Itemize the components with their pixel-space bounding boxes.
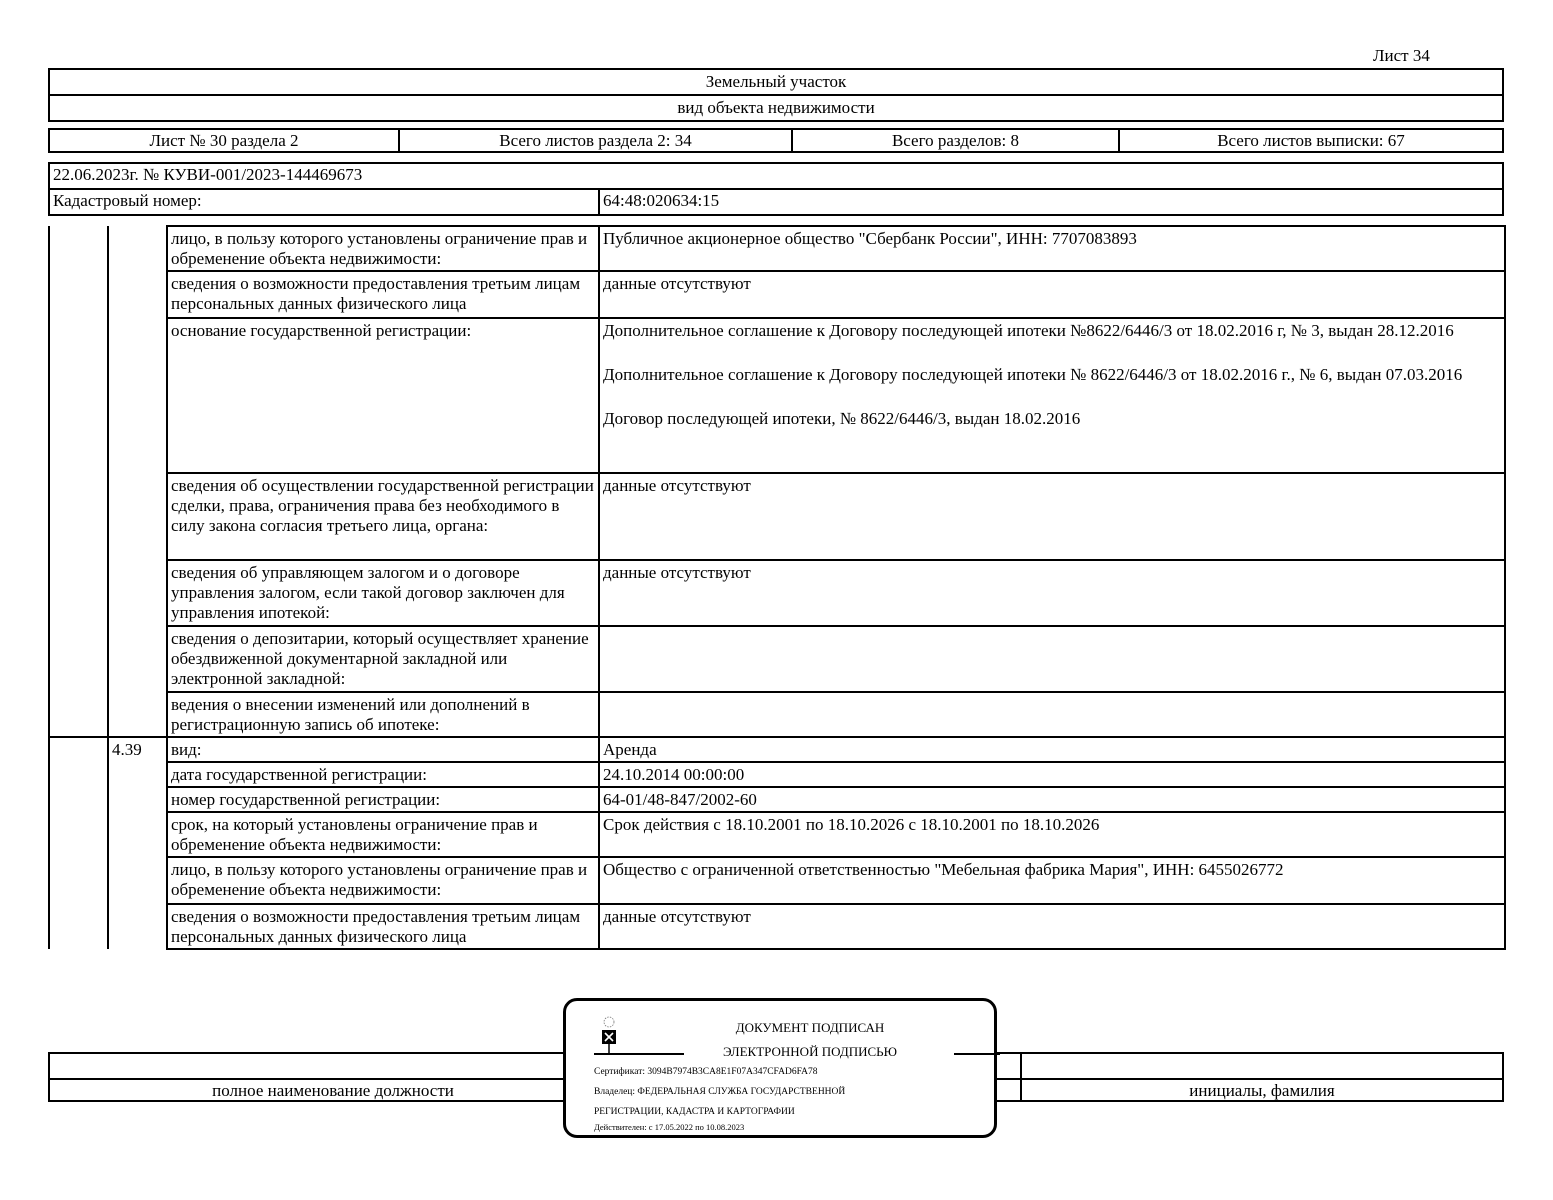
- row-value: данные отсутствуют: [599, 473, 1505, 560]
- stamp-title: ДОКУМЕНТ ПОДПИСАН: [735, 1020, 885, 1035]
- table-row: [49, 560, 1505, 626]
- table-row: [49, 737, 1505, 762]
- sheet-number: Лист 34: [1373, 46, 1430, 65]
- row-value: данные отсутствуют: [599, 904, 1505, 949]
- stamp-validity: Действителен: с 17.05.2022 по 10.08.2023: [594, 1122, 745, 1132]
- row-value: 64-01/48-847/2002-60: [599, 787, 1505, 812]
- stat-section-sheet: Лист № 30 раздела 2: [50, 130, 400, 151]
- row-label: вид:: [167, 737, 599, 762]
- row-label: лицо, в пользу которого установлены ограничение прав и обременение объекта недвижимости:: [167, 857, 599, 904]
- cadastral-value: 64:48:020634:15: [603, 191, 720, 210]
- row-value: [599, 692, 1505, 737]
- table-row: [49, 271, 1505, 318]
- row-label: номер государственной регистрации:: [167, 787, 599, 812]
- basis-item: Дополнительное соглашение к Договору последующей ипотеки №8622/6446/3 от 18.02.2016 г, № 3, выдан 28.12.2016: [603, 321, 1454, 340]
- table-row: [49, 473, 1505, 560]
- sheet-stats: [48, 128, 1504, 153]
- row-number: 4.39: [108, 737, 167, 762]
- stat-sections: Всего разделов: 8: [793, 130, 1120, 151]
- position-caption: полное наименование должности: [212, 1081, 454, 1100]
- object-type: Земельный участок: [705, 72, 847, 91]
- row-value: Аренда: [599, 737, 1505, 762]
- row-value: [599, 626, 1505, 692]
- electronic-signature-stamp: [563, 998, 997, 1138]
- table-row: [49, 692, 1505, 737]
- stamp-certificate: Сертификат: 3094B7974B3CA8E1F07A347CFAD6FA78: [594, 1067, 818, 1077]
- stamp-subtitle: ЭЛЕКТРОННОЙ ПОДПИСЬЮ: [723, 1044, 897, 1059]
- date-number: 22.06.2023г. № КУВИ-001/2023-144469673: [53, 165, 363, 184]
- row-value: Общество с ограниченной ответственностью "Мебельная фабрика Мария", ИНН: 6455026772: [599, 857, 1505, 904]
- row-label: сведения о возможности предоставления третьим лицам персональных данных физического лица: [167, 271, 599, 318]
- object-header: [48, 68, 1504, 122]
- row-label: основание государственной регистрации:: [167, 318, 599, 473]
- registration-basis: [599, 318, 1505, 473]
- name-caption: инициалы, фамилия: [1189, 1081, 1335, 1100]
- table-row: [49, 857, 1505, 904]
- basis-item: Дополнительное соглашение к Договору последующей ипотеки № 8622/6446/3 от 18.02.2016 г., № 6, выдан 07.03.2016: [603, 365, 1463, 384]
- row-label: сведения об осуществлении государственной регистрации сделки, права, ограничения права без необходимого в силу закона согласия третьего лица, органа:: [167, 473, 599, 560]
- row-label: дата государственной регистрации:: [167, 762, 599, 787]
- document-meta: [48, 162, 1504, 216]
- basis-item: Договор последующей ипотеки, № 8622/6446/3, выдан 18.02.2016: [603, 409, 1081, 428]
- stamp-owner: Владелец: ФЕДЕРАЛЬНАЯ СЛУЖБА ГОСУДАРСТВЕННОЙ: [594, 1087, 846, 1097]
- row-label: сведения об управляющем залогом и о договоре управления залогом, если такой договор заключен для управления ипотекой:: [167, 560, 599, 626]
- stamp-owner-cont: РЕГИСТРАЦИИ, КАДАСТРА И КАРТОГРАФИИ: [594, 1107, 795, 1117]
- stat-extract-total: Всего листов выписки: 67: [1217, 131, 1405, 150]
- table-row: [49, 626, 1505, 692]
- row-value: Срок действия с 18.10.2001 по 18.10.2026 с 18.10.2001 по 18.10.2026: [599, 812, 1505, 857]
- table-row: [49, 318, 1505, 473]
- table-row: [49, 812, 1505, 857]
- cadastral-label: Кадастровый номер:: [50, 190, 600, 214]
- encumbrance-table: [48, 225, 1506, 950]
- row-value: данные отсутствуют: [599, 271, 1505, 318]
- row-label: срок, на который установлены ограничение прав и обременение объекта недвижимости:: [167, 812, 599, 857]
- row-value: 24.10.2014 00:00:00: [599, 762, 1505, 787]
- row-value: Публичное акционерное общество "Сбербанк России", ИНН: 7707083893: [599, 226, 1505, 271]
- row-label: сведения о возможности предоставления третьим лицам персональных данных физического лица: [167, 904, 599, 949]
- row-label: сведения о депозитарии, который осуществляет хранение обездвиженной документарной закладной или электронной закладной:: [167, 626, 599, 692]
- object-type-caption: вид объекта недвижимости: [50, 94, 1502, 120]
- table-row: [49, 904, 1505, 949]
- stat-section-total: Всего листов раздела 2: 34: [400, 130, 793, 151]
- row-label: ведения о внесении изменений или дополнений в регистрационную запись об ипотеке:: [167, 692, 599, 737]
- row-value: данные отсутствуют: [599, 560, 1505, 626]
- table-row: [49, 787, 1505, 812]
- table-row: [49, 762, 1505, 787]
- table-row: [49, 226, 1505, 271]
- row-label: лицо, в пользу которого установлены ограничение прав и обременение объекта недвижимости:: [167, 226, 599, 271]
